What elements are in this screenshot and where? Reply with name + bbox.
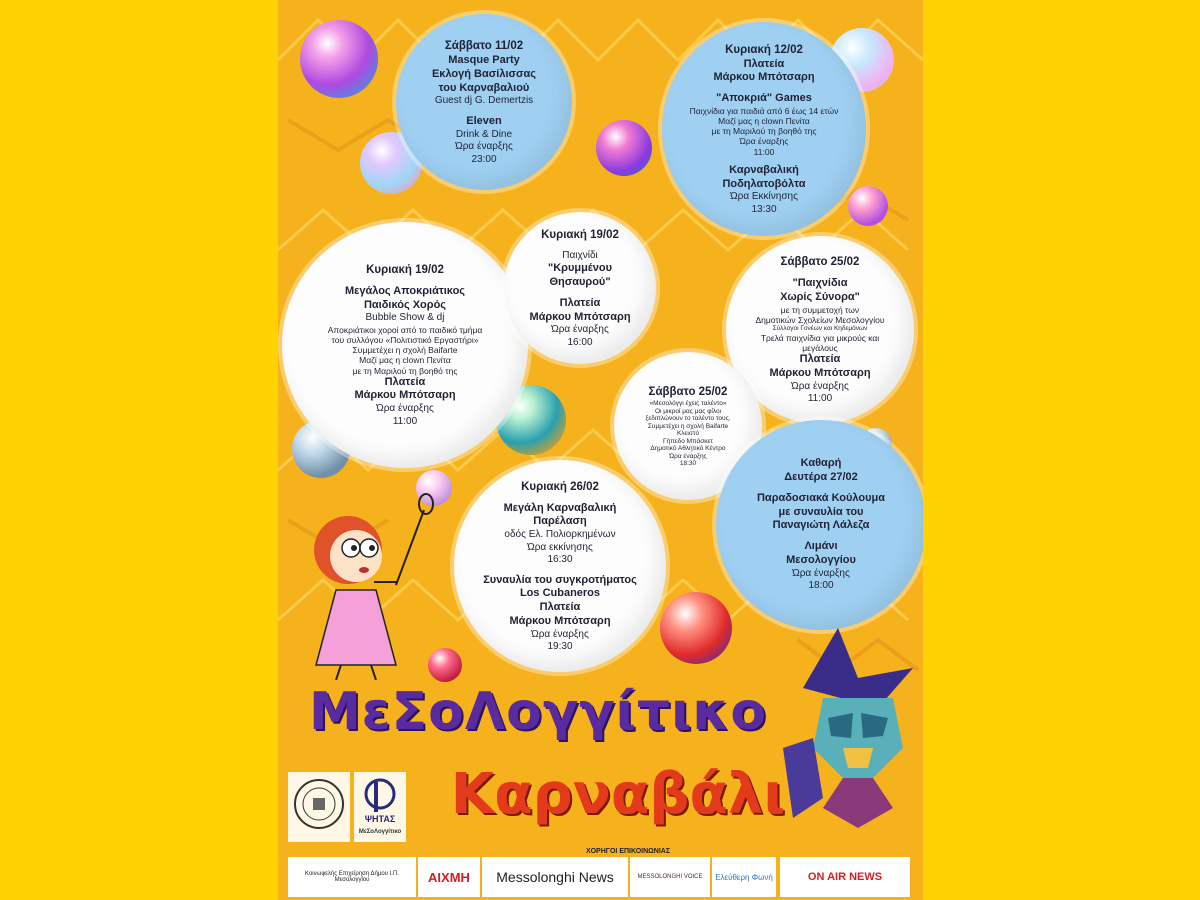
event-line: με τη Μαριλού τη βοηθό της	[352, 365, 458, 376]
club-logo	[354, 772, 406, 842]
soap-bubble	[660, 592, 732, 664]
event-date: Καθαρή	[800, 457, 842, 470]
event-line: οδός Ελ. Πολιορκημένων	[504, 529, 616, 540]
sponsors-label: ΧΟΡΗΓΟΙ ΕΠΙΚΟΙΝΩΝΙΑΣ	[585, 848, 671, 855]
event-line: Ώρα εκκίνησης	[527, 541, 593, 553]
event-line: Πλατεία	[384, 375, 426, 388]
event-line: Ώρα έναρξης	[792, 567, 850, 579]
girl-illustration	[296, 490, 466, 680]
soap-bubble	[596, 120, 652, 176]
event-line: Μαζί μας η clown Πενίτα	[359, 355, 451, 366]
event-line: Σύλλογοι Γονέων και Κηδεμόνων	[772, 325, 868, 333]
event-date: Κυριακή 26/02	[521, 480, 599, 493]
event-line: Παιχνίδια για παιδιά από 6 έως 14 ετών	[689, 105, 839, 116]
event-line: Παναγιώτη Λάλεζα	[772, 519, 870, 532]
event-line: Μεγάλη Καρναβαλική	[503, 501, 617, 514]
event-line: Πλατεία	[539, 601, 581, 613]
event-line: Συμμετέχει η σχολή Baifarte	[352, 345, 458, 356]
sponsor-municipal-company: Κοινωφελής Επιχείρηση Δήμου Ι.Π. Μεσολογγίου	[288, 857, 416, 897]
event-line: Μεγάλος Αποκριάτικος	[344, 284, 466, 297]
event-line: "Αποκριά" Games	[716, 92, 812, 105]
sponsor-aixmi: ΑΙΧΜΗ	[418, 857, 480, 897]
event-line: Δημοτικό Αθλητικό Κέντρο	[650, 445, 726, 453]
event-line: Εκλογή Βασίλισσας	[431, 67, 537, 80]
event-line: 11:00	[753, 146, 775, 157]
event-date: Σάββατο 25/02	[648, 386, 728, 399]
event-line: Ώρα Εκκίνησης	[730, 191, 798, 203]
event-line: Μάρκου Μπότσαρη	[769, 366, 871, 379]
event-line: ξεδιπλώνουν το ταλέντο τους.	[645, 415, 731, 423]
event-line: Μεσολογγίου	[786, 553, 856, 566]
event-bubble	[396, 14, 572, 190]
event-date: Σάββατο 11/02	[444, 40, 524, 52]
sponsor-on-air-news: ON AIR NEWS	[780, 857, 910, 897]
title-line-2: Καρναβάλι	[450, 762, 786, 827]
event-date: Κυριακή 19/02	[541, 228, 619, 241]
soap-bubble	[848, 186, 888, 226]
event-bubble	[454, 460, 666, 672]
event-line: Οι μικροί μας μας φίλοι	[654, 407, 722, 415]
event-line: με συναυλία του	[778, 505, 864, 518]
event-line: Κλειστό	[676, 430, 700, 438]
event-line: Συναυλία του συγκροτήματος	[483, 573, 637, 586]
event-line: "Κρυμμένου	[547, 262, 613, 275]
event-date: Σάββατο 25/02	[780, 256, 860, 269]
event-line: μεγάλους	[802, 342, 838, 353]
event-line: Παραδοσιακά Κούλουμα	[756, 491, 885, 504]
event-line: Μάρκου Μπότσαρη	[713, 71, 815, 84]
event-line: του συλλόγου «Πολιτιστικό Εργαστήρι»	[331, 334, 479, 345]
title-line-1: ΜεΣοΛογγίτικο	[308, 682, 768, 742]
club-logo-text: ΜεΣοΛογγίτικο	[358, 829, 402, 835]
event-line: Μάρκου Μπότσαρη	[509, 614, 611, 627]
event-line: Πλατεία	[743, 57, 785, 70]
event-line: 18:30	[679, 460, 697, 468]
event-line: Μάρκου Μπότσαρη	[529, 310, 631, 323]
event-line: με τη συμμετοχή των	[780, 304, 860, 315]
svg-text:ΨΗΤΑΣ: ΨΗΤΑΣ	[364, 814, 396, 824]
sponsor-messolonghi-news: Messolonghi News	[482, 857, 628, 897]
event-line: Πλατεία	[799, 353, 841, 366]
event-line: Ώρα έναρξης	[669, 452, 707, 460]
event-line: Μαζί μας η clown Πενίτα	[718, 116, 810, 127]
municipality-seal-logo	[288, 772, 350, 842]
event-line: Los Cubaneros	[519, 587, 601, 600]
event-line: 23:00	[471, 153, 497, 165]
event-bubble	[504, 212, 656, 364]
event-line: του Καρναβαλιού	[438, 81, 530, 94]
event-line: Συμμετέχει η σχολή Baifarte	[647, 422, 729, 430]
event-line: Καρναβαλική	[729, 163, 799, 176]
event-line: 11:00	[392, 415, 418, 427]
event-line: Ώρα έναρξης	[531, 628, 589, 640]
event-line: Ώρα έναρξης	[551, 324, 609, 336]
event-line: Bubble Show & dj	[365, 312, 445, 324]
event-line: 13:30	[751, 203, 777, 215]
event-bubble	[282, 222, 528, 468]
soap-bubble	[300, 20, 378, 98]
event-line: 16:30	[547, 554, 573, 565]
event-line: Λιμάνι	[804, 540, 838, 553]
event-line: Guest dj G. Demertzis	[434, 95, 534, 107]
event-line: Πλατεία	[559, 296, 601, 309]
event-line: Ώρα έναρξης	[791, 380, 849, 392]
event-line: Αποκριάτικοι χοροί από το παιδικό τμήμα	[327, 324, 483, 335]
event-bubble	[662, 22, 866, 236]
sponsor-eleftheri-foni: Ελεύθερη Φωνή	[712, 857, 776, 897]
event-line: Δευτέρα 27/02	[784, 471, 858, 484]
event-line: 16:00	[567, 336, 593, 348]
event-line: Ώρα έναρξης	[455, 141, 513, 152]
carnival-mask-illustration	[783, 628, 923, 828]
event-line: Ώρα έναρξης	[376, 403, 434, 415]
event-line: Χωρίς Σύνορα"	[780, 291, 860, 304]
event-line: 19:30	[547, 641, 573, 652]
event-date: Κυριακή 19/02	[366, 263, 444, 276]
event-line: Drink & Dine	[455, 128, 513, 140]
event-line: Eleven	[466, 114, 502, 127]
event-line: με τη Μαριλού τη βοηθό της	[711, 126, 817, 137]
event-line: Μάρκου Μπότσαρη	[354, 389, 456, 402]
event-line: 18:00	[808, 580, 834, 592]
event-line: Παρέλαση	[533, 515, 587, 528]
event-line: Τρελά παιχνίδια για μικρούς και	[760, 332, 880, 343]
event-line: Γήπεδο Μπάσκετ	[663, 437, 713, 445]
event-line: Masque Party	[448, 54, 520, 66]
carnival-poster	[278, 0, 923, 900]
event-line: Παιχνίδι	[562, 249, 598, 261]
event-line: Παιδικός Χορός	[363, 298, 447, 311]
event-line: Ώρα έναρξης	[739, 136, 789, 147]
event-line: Θησαυρού"	[549, 276, 611, 288]
event-line: Δημοτικών Σχολείων Μεσολογγίου	[755, 315, 885, 326]
event-line: Ποδηλατοβόλτα	[722, 177, 806, 190]
event-date: Κυριακή 12/02	[725, 43, 803, 56]
event-line: "Παιχνίδια	[792, 277, 848, 290]
event-bubble	[716, 420, 923, 630]
event-line: «Μεσολόγγι έχεις ταλέντο»	[649, 400, 727, 408]
event-line: 11:00	[807, 393, 833, 405]
sponsor-messolonghi-voice: MESSOLONGHI VOICE	[630, 857, 710, 897]
